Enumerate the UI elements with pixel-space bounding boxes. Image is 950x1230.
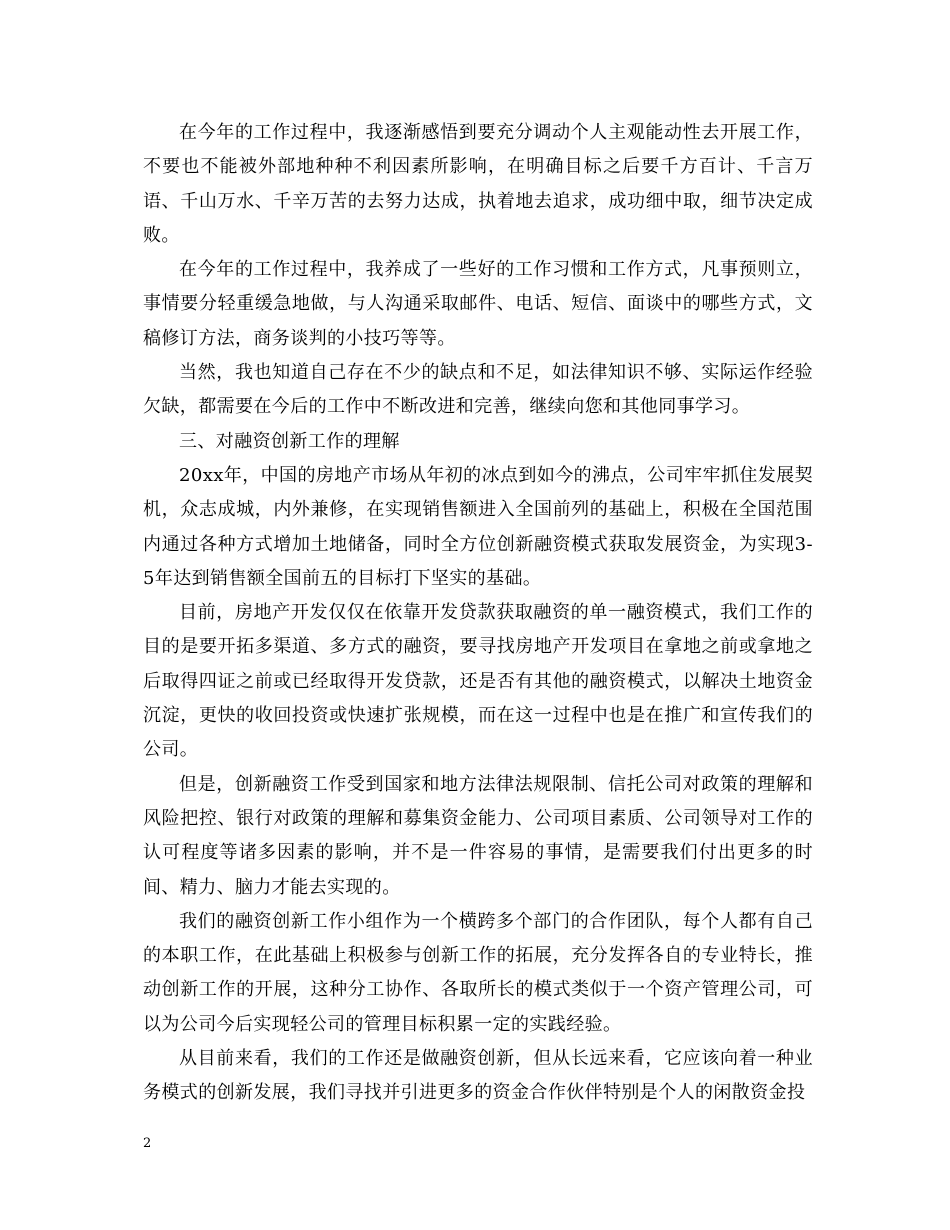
paragraph-1: 在今年的工作过程中，我逐渐感悟到要充分调动个人主观能动性去开展工作，不要也不能被外部地种种不利因素所影响，在明确目标之后要千方百计、千言万语、千山万水、千辛万苦的去努力达成，执着地去追求，成功细中取，细节决定成败。 bbox=[143, 122, 813, 246]
paragraph-4: 20xx年，中国的房地产市场从年初的冰点到如今的沸点，公司牢牢抓住发展契机，众志成城，内外兼修，在实现销售额进入全国前列的基础上，积极在全国范围内通过各种方式增加土地储备，同时全方位创新融资模式获取发展资金，为实现3-5年达到销售额全国前五的目标打下坚实的基础。 bbox=[143, 464, 813, 589]
paragraph-6: 但是，创新融资工作受到国家和地方法律法规限制、信托公司对政策的理解和风险把控、银行对政策的理解和募集资金能力、公司项目素质、公司领导对工作的认可程度等诸多因素的影响，并不是一件容易的事情，是需要我们付出更多的时间、精力、脑力才能去实现的。 bbox=[143, 773, 813, 898]
page-number: 2 bbox=[143, 1136, 152, 1151]
paragraph-5: 目前，房地产开发仅仅在依靠开发贷款获取融资的单一融资模式，我们工作的目的是要开拓多渠道、多方式的融资，要寻找房地产开发项目在拿地之前或拿地之后取得四证之前或已经取得开发贷款，还是否有其他的融资模式，以解决土地资金沉淀，更快的收回投资或快速扩张规模，而在这一过程中也是在推广和宣传我们的公司。 bbox=[143, 602, 813, 761]
document-body bbox=[143, 116, 813, 1111]
paragraph-2: 在今年的工作过程中，我养成了一些好的工作习惯和工作方式，凡事预则立，事情要分轻重缓急地做，与人沟通采取邮件、电话、短信、面谈中的哪些方式，文稿修订方法，商务谈判的小技巧等等。 bbox=[143, 259, 813, 349]
paragraph-3: 当然，我也知道自己存在不少的缺点和不足，如法律知识不够、实际运作经验欠缺，都需要在今后的工作中不断改进和完善，继续向您和其他同事学习。 bbox=[143, 362, 813, 418]
section-heading: 三、对融资创新工作的理解 bbox=[179, 430, 400, 452]
paragraph-8: 从目前来看，我们的工作还是做融资创新，但从长远来看，它应该向着一种业务模式的创新发展，我们寻找并引进更多的资金合作伙伴特别是个人的闲散资金投 bbox=[143, 1048, 813, 1104]
paragraph-7: 我们的融资创新工作小组作为一个横跨多个部门的合作团队，每个人都有自己的本职工作，在此基础上积极参与创新工作的拓展，充分发挥各自的专业特长，推动创新工作的开展，这种分工协作、各取所长的模式类似于一个资产管理公司，可以为公司今后实现轻公司的管理目标积累一定的实践经验。 bbox=[143, 910, 813, 1035]
